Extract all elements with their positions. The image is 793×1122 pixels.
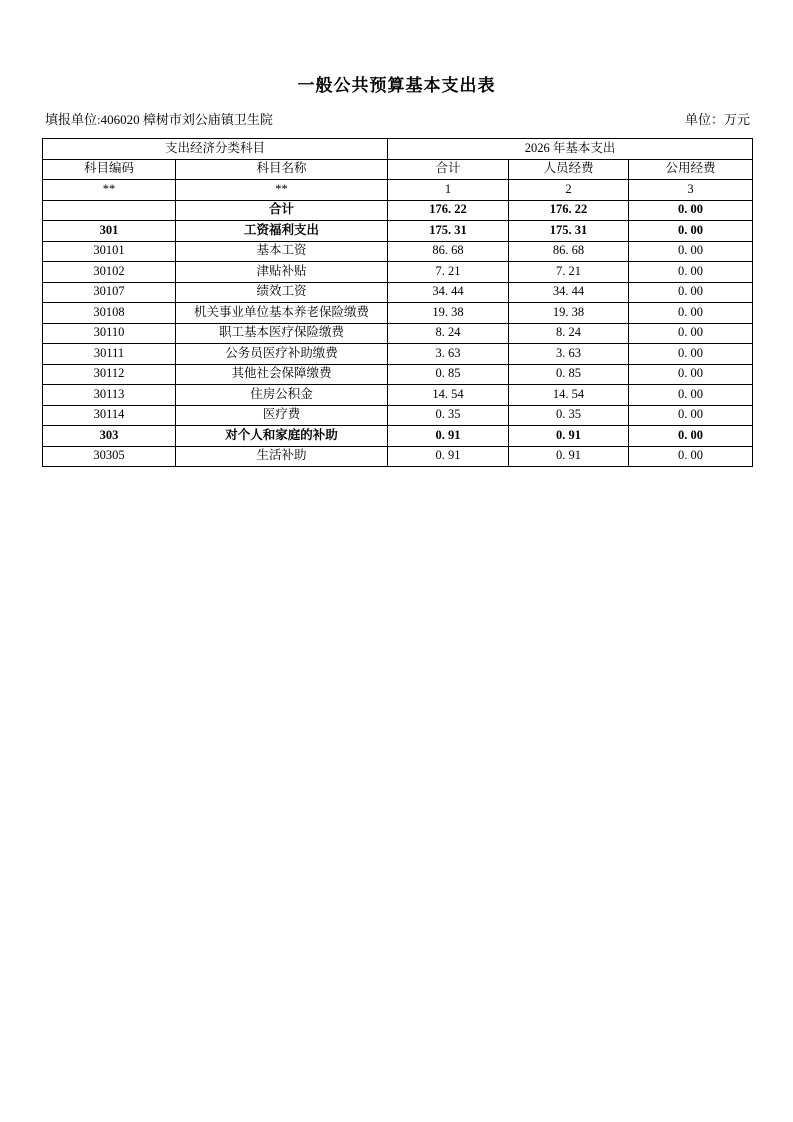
cell-personnel: 8. 24 bbox=[509, 323, 629, 344]
cell-personnel: 86. 68 bbox=[509, 241, 629, 262]
cell-total: 0. 91 bbox=[388, 446, 509, 467]
cell-public: 0. 00 bbox=[629, 446, 753, 467]
cell-name: 生活补助 bbox=[176, 446, 388, 467]
cell-total: 175. 31 bbox=[388, 221, 509, 242]
cell-total: 0. 85 bbox=[388, 364, 509, 385]
cell-public: 0. 00 bbox=[629, 303, 753, 324]
cell-total: 3. 63 bbox=[388, 344, 509, 365]
table-row bbox=[43, 221, 753, 242]
cell-public: 0. 00 bbox=[629, 344, 753, 365]
cell-code: 30305 bbox=[43, 446, 176, 467]
expenditure-table bbox=[42, 138, 753, 467]
index-cell: ** bbox=[43, 180, 176, 201]
table-row bbox=[43, 323, 753, 344]
index-cell: ** bbox=[176, 180, 388, 201]
cell-code: 30113 bbox=[43, 385, 176, 406]
page-title: 一般公共预算基本支出表 bbox=[297, 76, 496, 95]
cell-total: 0. 35 bbox=[388, 405, 509, 426]
cell-public: 0. 00 bbox=[629, 282, 753, 303]
column-header-row bbox=[43, 159, 753, 180]
table-row bbox=[43, 446, 753, 467]
group-header-classification: 支出经济分类科目 bbox=[43, 139, 388, 160]
cell-name: 住房公积金 bbox=[176, 385, 388, 406]
cell-personnel: 0. 91 bbox=[509, 426, 629, 447]
cell-public: 0. 00 bbox=[629, 385, 753, 406]
cell-total: 19. 38 bbox=[388, 303, 509, 324]
cell-name: 基本工资 bbox=[176, 241, 388, 262]
column-header-subject-name: 科目名称 bbox=[176, 159, 388, 180]
cell-code bbox=[43, 200, 176, 221]
cell-name: 医疗费 bbox=[176, 405, 388, 426]
cell-personnel: 3. 63 bbox=[509, 344, 629, 365]
cell-code: 301 bbox=[43, 221, 176, 242]
cell-public: 0. 00 bbox=[629, 426, 753, 447]
column-header-personnel: 人员经费 bbox=[509, 159, 629, 180]
column-index-row bbox=[43, 180, 753, 201]
cell-name: 对个人和家庭的补助 bbox=[176, 426, 388, 447]
cell-code: 30110 bbox=[43, 323, 176, 344]
cell-personnel: 0. 35 bbox=[509, 405, 629, 426]
cell-code: 30112 bbox=[43, 364, 176, 385]
index-cell: 2 bbox=[509, 180, 629, 201]
cell-total: 14. 54 bbox=[388, 385, 509, 406]
cell-personnel: 19. 38 bbox=[509, 303, 629, 324]
cell-personnel: 0. 91 bbox=[509, 446, 629, 467]
cell-personnel: 34. 44 bbox=[509, 282, 629, 303]
cell-total: 8. 24 bbox=[388, 323, 509, 344]
cell-public: 0. 00 bbox=[629, 364, 753, 385]
cell-code: 30111 bbox=[43, 344, 176, 365]
cell-personnel: 176. 22 bbox=[509, 200, 629, 221]
cell-name: 职工基本医疗保险缴费 bbox=[176, 323, 388, 344]
cell-total: 86. 68 bbox=[388, 241, 509, 262]
cell-name: 公务员医疗补助缴费 bbox=[176, 344, 388, 365]
column-header-public: 公用经费 bbox=[629, 159, 753, 180]
cell-code: 30108 bbox=[43, 303, 176, 324]
cell-personnel: 14. 54 bbox=[509, 385, 629, 406]
table-row bbox=[43, 262, 753, 283]
table-row bbox=[43, 282, 753, 303]
cell-personnel: 175. 31 bbox=[509, 221, 629, 242]
cell-total: 34. 44 bbox=[388, 282, 509, 303]
table-row bbox=[43, 426, 753, 447]
amount-unit-label: 单位：万元 bbox=[684, 112, 750, 127]
table-row bbox=[43, 364, 753, 385]
table-row-grand-total bbox=[43, 200, 753, 221]
cell-code: 30114 bbox=[43, 405, 176, 426]
table-row bbox=[43, 303, 753, 324]
cell-name: 合计 bbox=[176, 200, 388, 221]
cell-code: 30101 bbox=[43, 241, 176, 262]
cell-public: 0. 00 bbox=[629, 405, 753, 426]
cell-name: 津贴补贴 bbox=[176, 262, 388, 283]
cell-name: 机关事业单位基本养老保险缴费 bbox=[176, 303, 388, 324]
meta-row bbox=[45, 112, 750, 128]
cell-name: 其他社会保障缴费 bbox=[176, 364, 388, 385]
group-header-row bbox=[43, 139, 753, 160]
column-header-subject-code: 科目编码 bbox=[43, 159, 176, 180]
column-header-total: 合计 bbox=[388, 159, 509, 180]
cell-name: 绩效工资 bbox=[176, 282, 388, 303]
cell-personnel: 7. 21 bbox=[509, 262, 629, 283]
table-row bbox=[43, 405, 753, 426]
cell-personnel: 0. 85 bbox=[509, 364, 629, 385]
table-row bbox=[43, 241, 753, 262]
cell-public: 0. 00 bbox=[629, 323, 753, 344]
cell-code: 303 bbox=[43, 426, 176, 447]
cell-public: 0. 00 bbox=[629, 241, 753, 262]
cell-code: 30107 bbox=[43, 282, 176, 303]
cell-public: 0. 00 bbox=[629, 221, 753, 242]
cell-public: 0. 00 bbox=[629, 200, 753, 221]
index-cell: 1 bbox=[388, 180, 509, 201]
cell-name: 工资福利支出 bbox=[176, 221, 388, 242]
table-row bbox=[43, 344, 753, 365]
cell-public: 0. 00 bbox=[629, 262, 753, 283]
filler-unit-label: 填报单位:406020 樟树市刘公庙镇卫生院 bbox=[45, 112, 273, 127]
index-cell: 3 bbox=[629, 180, 753, 201]
table-row bbox=[43, 385, 753, 406]
cell-total: 0. 91 bbox=[388, 426, 509, 447]
cell-code: 30102 bbox=[43, 262, 176, 283]
group-header-year-basic-expense: 2026 年基本支出 bbox=[388, 139, 753, 160]
cell-total: 7. 21 bbox=[388, 262, 509, 283]
cell-total: 176. 22 bbox=[388, 200, 509, 221]
